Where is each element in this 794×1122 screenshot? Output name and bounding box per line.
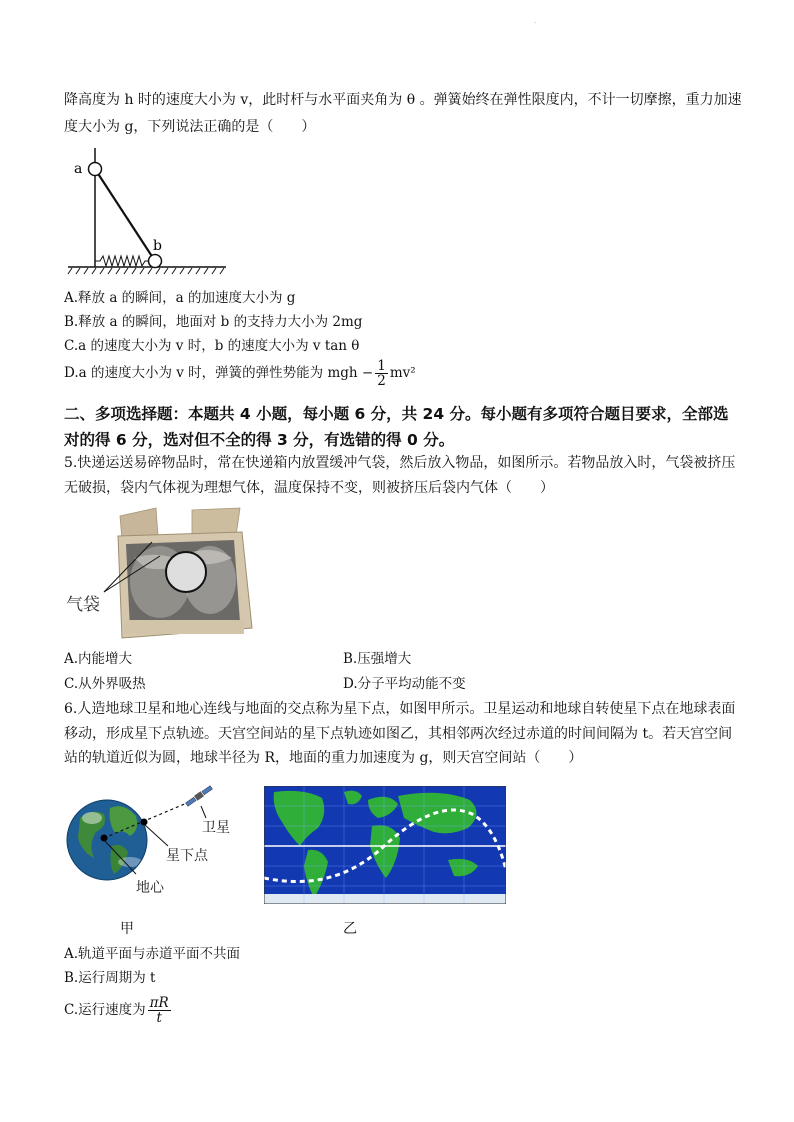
spring [95,256,148,266]
q6-option-c-denominator: t [156,1010,162,1026]
label-satellite: 卫星 [202,820,230,836]
ball-b [149,255,162,268]
section2-heading-line-1: 二、多项选择题：本题共 4 小题，每小题 6 分，共 24 分。每小题有多项符合题目要求，全部选 [64,405,729,423]
subpoint-dot [141,819,148,826]
rod-spring-figure [66,140,230,278]
q4-option-d-denominator: 2 [377,373,386,389]
satellite-icon [185,785,213,807]
q4-option-d-fraction [375,359,388,388]
q5-option-d: D.分子平均动能不变 [343,676,466,692]
figure-yi-caption: 乙 [343,921,357,937]
fragile-item [166,552,206,592]
label-b: b [153,238,162,254]
ball-a [89,163,102,176]
q4-stem-line-1: 降高度为 h 时的速度大小为 v，此时杆与水平面夹角为 θ 。弹簧始终在弹性限度内，不计一切摩擦，重力加速 [64,92,742,108]
q6-stem-line-1: 6.人造地球卫星和地心连线与地面的交点称为星下点，如图甲所示。卫星运动和地球自转使星下点在地球表面 [64,701,736,717]
q4-option-d-numerator: 1 [377,358,386,374]
ground-line [68,267,226,274]
q4-option-c: C.a 的速度大小为 v 时，b 的速度大小为 v tan θ [64,338,360,354]
q6-option-a: A.轨道平面与赤道平面不共面 [64,946,241,962]
q5-stem-line-1: 5.快递运送易碎物品时，常在快递箱内放置缓冲气袋，然后放入物品，如图所示。若物品放入时，气袋被挤压 [64,455,736,471]
q6-option-c-numerator: πR [149,995,169,1011]
q4-option-d-suffix: mv² [389,365,416,381]
q4-option-d [64,358,416,388]
page-marker: . [534,18,536,25]
rod [95,169,155,261]
q5-option-a: A.内能增大 [64,651,133,667]
q5-stem-line-2: 无破损，袋内气体视为理想气体，温度保持不变，则被挤压后袋内气体（ ） [64,480,554,496]
q6-option-c-prefix: C.运行速度为 [64,1002,146,1018]
figure-jia-earth-satellite [64,778,254,908]
label-subpoint: 星下点 [166,848,208,864]
section2-heading-line-2: 对的得 6 分，选对但不全的得 3 分，有选错的得 0 分。 [64,431,455,449]
q6-stem-line-2: 移动，形成星下点轨迹。天宫空间站的星下点轨迹如图乙，其相邻两次经过赤道的时间间隔为 t。若天宫空间 [64,726,733,742]
figure-jia-caption: 甲 [120,921,134,937]
q4-stem-line-2: 度大小为 g，下列说法正确的是（ ） [64,119,316,135]
q6-option-c-fraction [148,996,171,1025]
airbag-label: 气袋 [66,595,100,615]
q5-option-c: C.从外界吸热 [64,676,146,692]
figure-yi-ground-track-map [264,786,506,904]
airbag-box-photo [64,506,254,640]
q6-option-b: B.运行周期为 t [64,970,156,986]
q6-stem-line-3: 站的轨道近似为圆，地球半径为 R，地面的重力加速度为 g，则天宫空间站（ ） [64,750,583,766]
label-earth-center: 地心 [136,880,164,896]
q6-option-c [64,992,173,1028]
q4-option-b: B.释放 a 的瞬间，地面对 b 的支持力大小为 2mg [64,314,363,330]
q4-option-a: A.释放 a 的瞬间，a 的加速度大小为 g [64,290,296,306]
label-a: a [74,161,83,177]
q5-option-b: B.压强增大 [343,651,412,667]
q4-option-d-prefix: D.a 的速度大小为 v 时，弹簧的弹性势能为 mgh − [64,365,374,381]
